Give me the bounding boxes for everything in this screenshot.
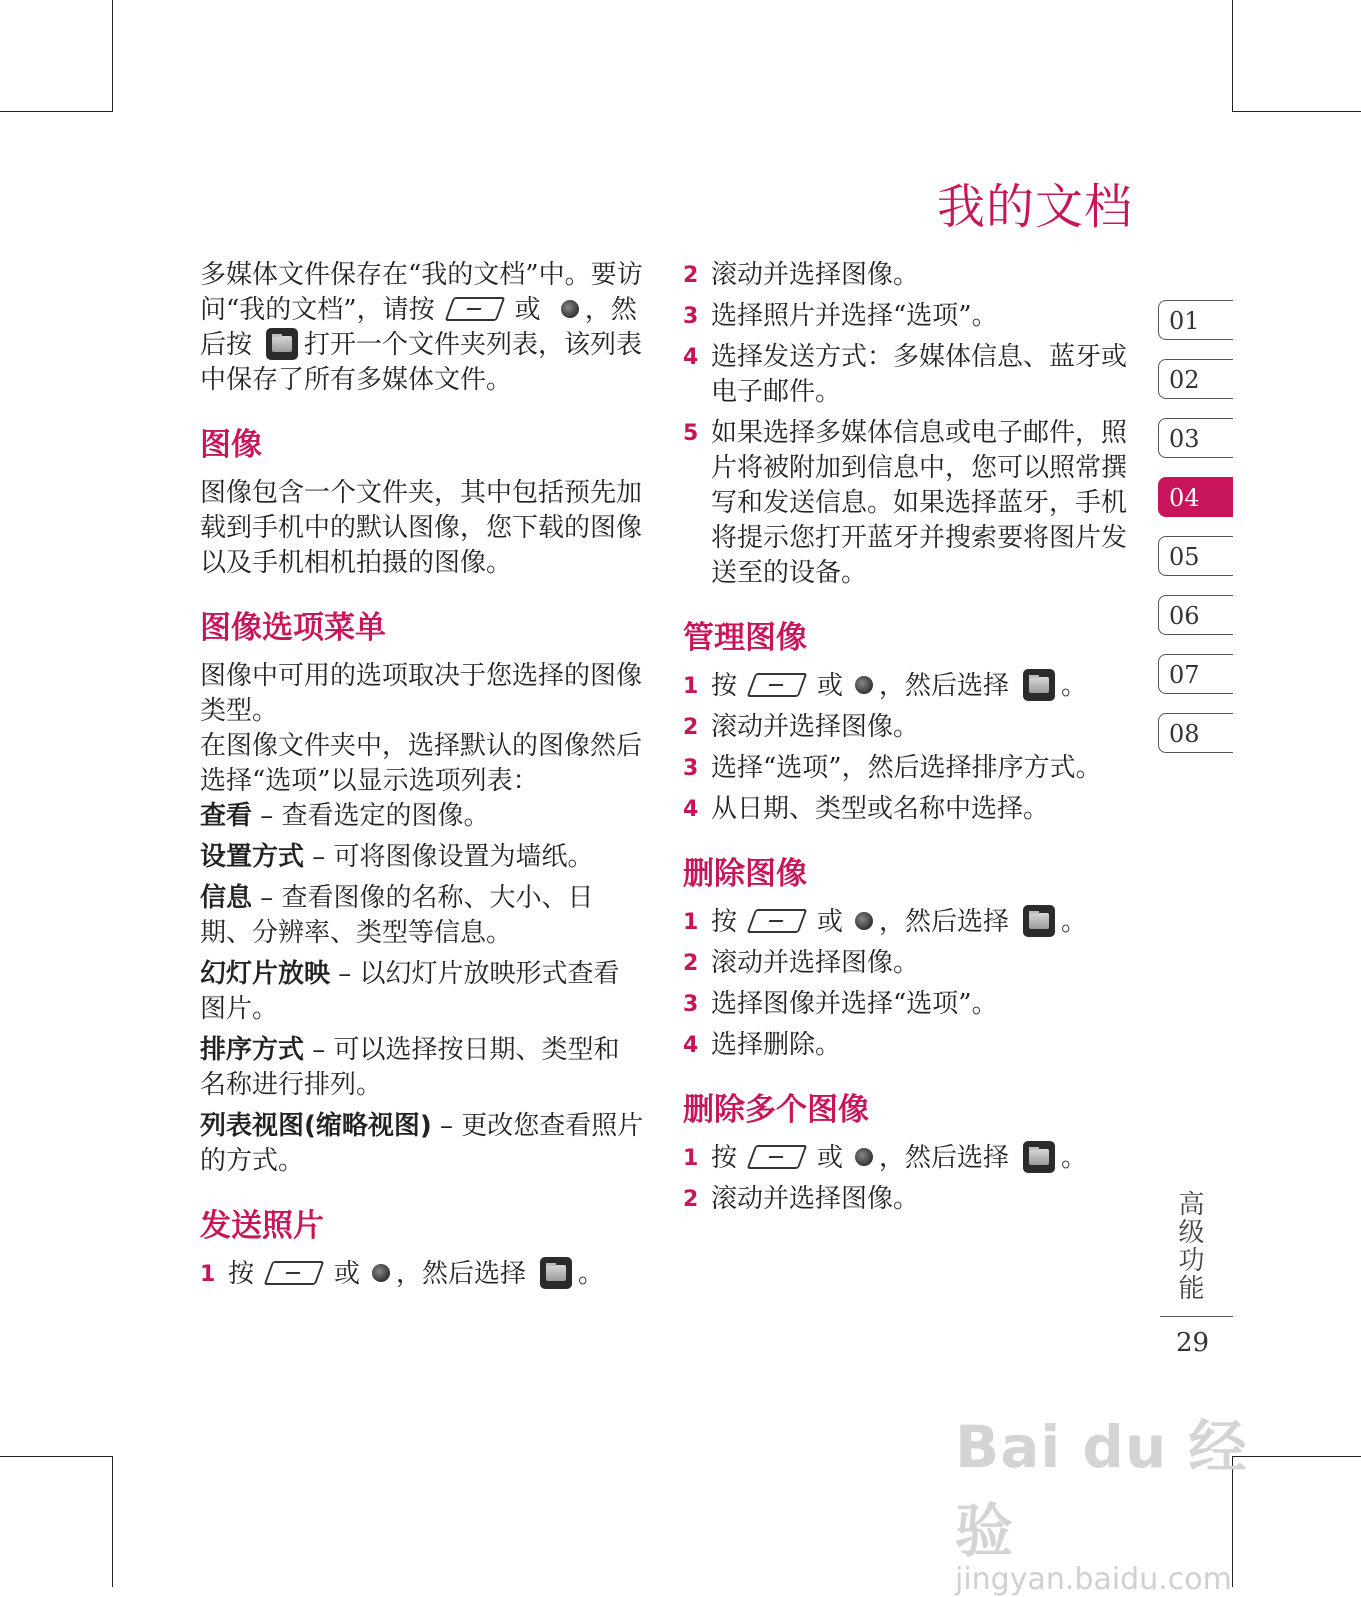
step-text: ，然后选择 bbox=[396, 1259, 527, 1289]
chapter-tab-02[interactable]: 02 bbox=[1158, 359, 1233, 399]
step-item bbox=[683, 751, 1133, 786]
option-term: 设置方式 bbox=[200, 842, 305, 872]
manage-images-steps bbox=[683, 669, 1133, 827]
chapter-tab-05[interactable]: 05 bbox=[1158, 536, 1233, 576]
option-item bbox=[200, 840, 645, 875]
option-item bbox=[200, 881, 645, 951]
step-number: 3 bbox=[683, 756, 699, 781]
option-term: 排序方式 bbox=[200, 1035, 305, 1065]
intro-text-4: 打开一个文件夹列表，该列表中保存了所有多媒体文件。 bbox=[200, 330, 643, 395]
section-heading-delete-multiple: 删除多个图像 bbox=[683, 1092, 869, 1128]
step-text: 选择发送方式：多媒体信息、蓝牙或电子邮件。 bbox=[711, 342, 1128, 407]
chapter-tab-03[interactable]: 03 bbox=[1158, 418, 1233, 458]
folder-icon bbox=[1023, 669, 1055, 701]
image-options-text-1: 图像中可用的选项取决于您选择的图像类型。 bbox=[200, 661, 643, 726]
crop-mark bbox=[112, 0, 113, 112]
step-text: 。 bbox=[1061, 1143, 1088, 1173]
step-item bbox=[683, 946, 1133, 981]
step-text: ，然后选择 bbox=[879, 907, 1010, 937]
section-label: 高级功能 bbox=[1174, 1190, 1204, 1302]
chapter-tab-07[interactable]: 07 bbox=[1158, 654, 1233, 694]
step-item bbox=[683, 792, 1133, 827]
step-text: 。 bbox=[1061, 671, 1088, 701]
step-text: 如果选择多媒体信息或电子邮件，照片将被附加到信息中，您可以照常撰写和发送信息。如果选择蓝牙，手机将提示您打开蓝牙并搜索要将图片发送至的设备。 bbox=[711, 418, 1128, 588]
page-number-rule bbox=[1160, 1316, 1233, 1317]
right-column bbox=[683, 258, 1133, 1223]
section-heading-manage-images: 管理图像 bbox=[683, 620, 807, 656]
step-item bbox=[683, 710, 1133, 745]
crop-mark bbox=[0, 111, 113, 112]
step-text: 按 bbox=[711, 907, 738, 937]
step-text: 按 bbox=[711, 1143, 738, 1173]
step-text: 或 bbox=[817, 671, 844, 701]
option-desc: – 查看图像的名称、大小、日期、分辨率、类型等信息。 bbox=[200, 883, 594, 948]
option-desc: – 查看选定的图像。 bbox=[252, 801, 490, 831]
option-term: 幻灯片放映 bbox=[200, 959, 331, 989]
watermark-logo: Bai du 经验 bbox=[955, 1413, 1248, 1565]
nav-ball-icon bbox=[372, 1264, 390, 1282]
step-number: 1 bbox=[200, 1262, 216, 1287]
soft-key-icon bbox=[444, 297, 505, 321]
step-number: 5 bbox=[683, 421, 699, 446]
step-text: 滚动并选择图像。 bbox=[711, 1184, 920, 1214]
intro-text-1: 多媒体文件保存在“我的文档”中。要访问“我的文档”，请按 bbox=[200, 260, 643, 325]
intro-text-3: ，然后按 bbox=[200, 295, 637, 360]
delete-image-steps bbox=[683, 905, 1133, 1063]
step-number: 3 bbox=[683, 304, 699, 329]
intro-text-2: 或 bbox=[514, 295, 541, 325]
nav-ball-icon bbox=[561, 300, 579, 318]
step-number: 4 bbox=[683, 797, 699, 822]
baidu-watermark bbox=[955, 1400, 1275, 1597]
step-text: 滚动并选择图像。 bbox=[711, 948, 920, 978]
image-options-text-2: 在图像文件夹中，选择默认的图像然后选择“选项”以显示选项列表： bbox=[200, 731, 643, 796]
step-text: 选择照片并选择“选项”。 bbox=[711, 301, 998, 331]
step-text: 或 bbox=[334, 1259, 361, 1289]
step-number: 3 bbox=[683, 992, 699, 1017]
option-item bbox=[200, 1109, 645, 1179]
section-heading-image-options: 图像选项菜单 bbox=[200, 610, 386, 646]
soft-key-icon bbox=[264, 1261, 325, 1285]
soft-key-icon bbox=[747, 909, 808, 933]
folder-icon bbox=[1023, 905, 1055, 937]
image-options-list bbox=[200, 799, 645, 1179]
step-number: 1 bbox=[683, 1146, 699, 1171]
send-photo-steps bbox=[200, 1257, 645, 1292]
step-item bbox=[683, 258, 1133, 293]
step-item bbox=[683, 416, 1133, 591]
step-text: ，然后选择 bbox=[879, 1143, 1010, 1173]
page-title: 我的文档 bbox=[936, 179, 1133, 235]
step-item bbox=[683, 1141, 1133, 1176]
step-text: 按 bbox=[228, 1259, 255, 1289]
step-item bbox=[683, 299, 1133, 334]
crop-mark bbox=[112, 1456, 113, 1587]
chapter-tab-08[interactable]: 08 bbox=[1158, 713, 1233, 753]
nav-ball-icon bbox=[855, 676, 873, 694]
step-number: 2 bbox=[683, 1187, 699, 1212]
folder-icon bbox=[266, 328, 298, 360]
folder-icon bbox=[540, 1257, 572, 1289]
section-heading-send-photo: 发送照片 bbox=[200, 1208, 324, 1244]
chapter-tabs bbox=[1158, 300, 1233, 772]
step-text: ，然后选择 bbox=[879, 671, 1010, 701]
nav-ball-icon bbox=[855, 1148, 873, 1166]
soft-key-icon bbox=[747, 673, 808, 697]
step-text: 从日期、类型或名称中选择。 bbox=[711, 794, 1050, 824]
step-text: 或 bbox=[817, 1143, 844, 1173]
delete-multiple-steps bbox=[683, 1141, 1133, 1217]
option-term: 查看 bbox=[200, 801, 253, 831]
step-item bbox=[683, 987, 1133, 1022]
step-text: 。 bbox=[578, 1259, 605, 1289]
option-desc: – 可将图像设置为墙纸。 bbox=[304, 842, 594, 872]
images-paragraph: 图像包含一个文件夹，其中包括预先加载到手机中的默认图像，您下载的图像以及手机相机拍摄的图像。 bbox=[200, 478, 643, 578]
page-number: 29 bbox=[1176, 1328, 1210, 1358]
step-number: 1 bbox=[683, 674, 699, 699]
send-photo-steps-continued bbox=[683, 258, 1133, 591]
step-number: 2 bbox=[683, 263, 699, 288]
step-item bbox=[683, 1028, 1133, 1063]
step-number: 2 bbox=[683, 951, 699, 976]
step-number: 4 bbox=[683, 1033, 699, 1058]
intro-paragraph bbox=[200, 258, 645, 398]
chapter-tab-04[interactable]: 04 bbox=[1158, 477, 1233, 517]
folder-icon bbox=[1023, 1141, 1055, 1173]
step-text: 。 bbox=[1061, 907, 1088, 937]
section-heading-delete-image: 删除图像 bbox=[683, 856, 807, 892]
step-item bbox=[683, 340, 1133, 410]
option-term: 信息 bbox=[200, 883, 253, 913]
watermark-url: jingyan.baidu.com bbox=[955, 1562, 1232, 1597]
option-item bbox=[200, 1033, 645, 1103]
option-item bbox=[200, 957, 645, 1027]
crop-mark bbox=[1232, 111, 1361, 112]
step-item bbox=[683, 905, 1133, 940]
step-text: 选择删除。 bbox=[711, 1030, 842, 1060]
crop-mark bbox=[0, 1456, 113, 1457]
step-item bbox=[683, 669, 1133, 704]
option-desc: – 可以选择按日期、类型和名称进行排列。 bbox=[200, 1035, 620, 1100]
step-number: 2 bbox=[683, 715, 699, 740]
option-desc: – 更改您查看照片的方式。 bbox=[200, 1111, 644, 1176]
chapter-tab-06[interactable]: 06 bbox=[1158, 595, 1233, 635]
nav-ball-icon bbox=[855, 912, 873, 930]
option-desc: – 以幻灯片放映形式查看图片。 bbox=[200, 959, 620, 1024]
left-column bbox=[200, 258, 645, 1298]
step-text: 滚动并选择图像。 bbox=[711, 712, 920, 742]
option-term: 列表视图(缩略视图) bbox=[200, 1111, 432, 1141]
chapter-tab-01[interactable]: 01 bbox=[1158, 300, 1233, 340]
section-heading-images: 图像 bbox=[200, 427, 262, 463]
step-item bbox=[683, 1182, 1133, 1217]
crop-mark bbox=[1232, 0, 1233, 112]
option-item bbox=[200, 799, 645, 834]
step-text: 或 bbox=[817, 907, 844, 937]
step-text: 选择图像并选择“选项”。 bbox=[711, 989, 998, 1019]
soft-key-icon bbox=[747, 1145, 808, 1169]
step-text: 滚动并选择图像。 bbox=[711, 260, 920, 290]
step-number: 4 bbox=[683, 345, 699, 370]
step-text: 选择“选项”，然后选择排序方式。 bbox=[711, 753, 1102, 783]
step-text: 按 bbox=[711, 671, 738, 701]
step-item bbox=[200, 1257, 645, 1292]
step-number: 1 bbox=[683, 910, 699, 935]
